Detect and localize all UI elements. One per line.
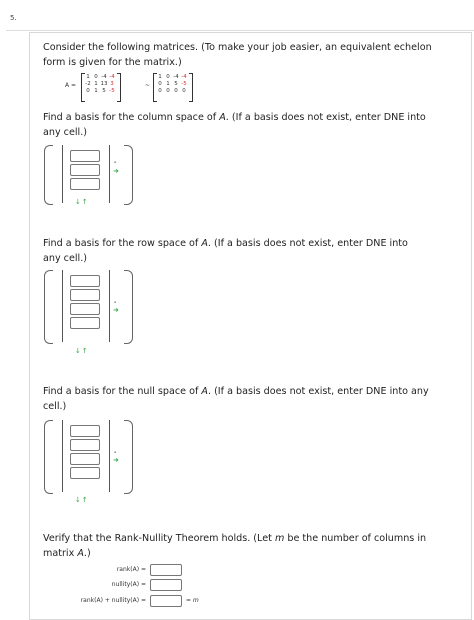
matrix-cell: 13 <box>100 81 108 87</box>
matrix-cell: -4 <box>173 74 179 80</box>
intro-line-2: form is given for the matrix.) <box>43 57 182 68</box>
row-space-prompt-line-2: any cell.) <box>43 253 87 264</box>
question-number: 5. <box>10 14 17 22</box>
matrix-cell: 5 <box>102 88 106 94</box>
matrix-cell: 0 <box>182 88 186 94</box>
matrix-cell: 1 <box>158 74 162 80</box>
matrix-cell: 0 <box>86 88 90 94</box>
matrix-cell: 0 <box>158 88 162 94</box>
null-basis-cell-4[interactable] <box>70 467 100 479</box>
rank-plus-nullity-label: rank(A) + nullity(A) = <box>80 597 146 604</box>
null-space-prompt-line-1: Find a basis for the null space of A. (If a basis does not exist, enter DNE into any <box>43 386 429 397</box>
matrix-cell: 1 <box>166 81 170 87</box>
set-left-brace <box>44 270 53 344</box>
matrix-e-right-bracket <box>189 73 193 102</box>
set-left-brace <box>44 420 53 494</box>
set-left-brace <box>44 145 53 205</box>
up-down-arrows-icon[interactable]: ↓↑ <box>75 347 89 355</box>
set-right-brace <box>124 420 133 494</box>
matrix-cell: 0 <box>174 88 178 94</box>
rank-nullity-prompt-line-2: matrix A.) <box>43 548 91 559</box>
matrix-cell: -5 <box>109 88 115 94</box>
matrix-cell: -4 <box>181 74 187 80</box>
dimension-hint-icon: ▪ <box>114 300 117 304</box>
matrix-cell: -4 <box>101 74 107 80</box>
up-down-arrows-icon[interactable]: ↓↑ <box>75 198 89 206</box>
row-basis-cell-1[interactable] <box>70 275 100 287</box>
rank-plus-nullity-input[interactable] <box>150 595 182 607</box>
col-basis-cell-3[interactable] <box>70 178 100 190</box>
equivalence-tilde: ~ <box>145 82 151 89</box>
col-space-prompt-line-2: any cell.) <box>43 127 87 138</box>
matrix-cell: 1 <box>86 74 90 80</box>
matrix-a <box>84 74 116 95</box>
matrix-cell: 5 <box>174 81 178 87</box>
matrix-row <box>156 74 188 81</box>
matrix-cell: 0 <box>166 88 170 94</box>
null-space-prompt-line-2: cell.) <box>43 401 67 412</box>
dimension-hint-icon: ▪ <box>114 160 117 164</box>
matrix-row <box>84 81 116 88</box>
arrow-right-icon[interactable]: ➜ <box>113 456 119 464</box>
row-basis-cell-3[interactable] <box>70 303 100 315</box>
set-right-brace <box>124 270 133 344</box>
matrix-row <box>84 74 116 81</box>
col-basis-cell-1[interactable] <box>70 150 100 162</box>
null-basis-cell-3[interactable] <box>70 453 100 465</box>
row-basis-cell-2[interactable] <box>70 289 100 301</box>
arrow-right-icon[interactable]: ➜ <box>113 306 119 314</box>
set-right-brace <box>124 145 133 205</box>
row-basis-cell-4[interactable] <box>70 317 100 329</box>
matrix-a-right-bracket <box>117 73 121 102</box>
nullity-label: nullity(A) = <box>111 581 146 588</box>
matrix-cell: 1 <box>94 81 98 87</box>
matrix-a-label: A = <box>65 82 77 89</box>
matrix-row <box>84 88 116 95</box>
matrix-cell: 3 <box>110 81 114 87</box>
rank-input[interactable] <box>150 564 182 576</box>
matrix-cell: -5 <box>181 81 187 87</box>
col-space-prompt-line-1: Find a basis for the column space of A. (If a basis does not exist, enter DNE into <box>43 112 426 123</box>
matrix-row <box>156 81 188 88</box>
row-space-prompt-line-1: Find a basis for the row space of A. (If a basis does not exist, enter DNE into <box>43 238 408 249</box>
rank-nullity-prompt-line-1: Verify that the Rank-Nullity Theorem holds. (Let m be the number of columns in <box>43 533 427 544</box>
equals-m-label: = m <box>186 597 199 604</box>
matrix-cell: -2 <box>85 81 91 87</box>
matrix-cell: 0 <box>166 74 170 80</box>
question-header <box>6 10 474 31</box>
null-basis-cell-1[interactable] <box>70 425 100 437</box>
matrix-echelon <box>156 74 188 95</box>
matrix-cell: 0 <box>158 81 162 87</box>
matrix-row <box>156 88 188 95</box>
up-down-arrows-icon[interactable]: ↓↑ <box>75 496 89 504</box>
nullity-input[interactable] <box>150 579 182 591</box>
matrix-cell: 1 <box>94 88 98 94</box>
arrow-right-icon[interactable]: ➜ <box>113 167 119 175</box>
col-basis-cell-2[interactable] <box>70 164 100 176</box>
intro-line-1: Consider the following matrices. (To make your job easier, an equivalent echelon <box>43 42 432 53</box>
matrix-cell: 0 <box>94 74 98 80</box>
null-basis-cell-2[interactable] <box>70 439 100 451</box>
rank-label: rank(A) = <box>116 566 146 573</box>
matrix-cell: -4 <box>109 74 115 80</box>
dimension-hint-icon: ▪ <box>114 450 117 454</box>
